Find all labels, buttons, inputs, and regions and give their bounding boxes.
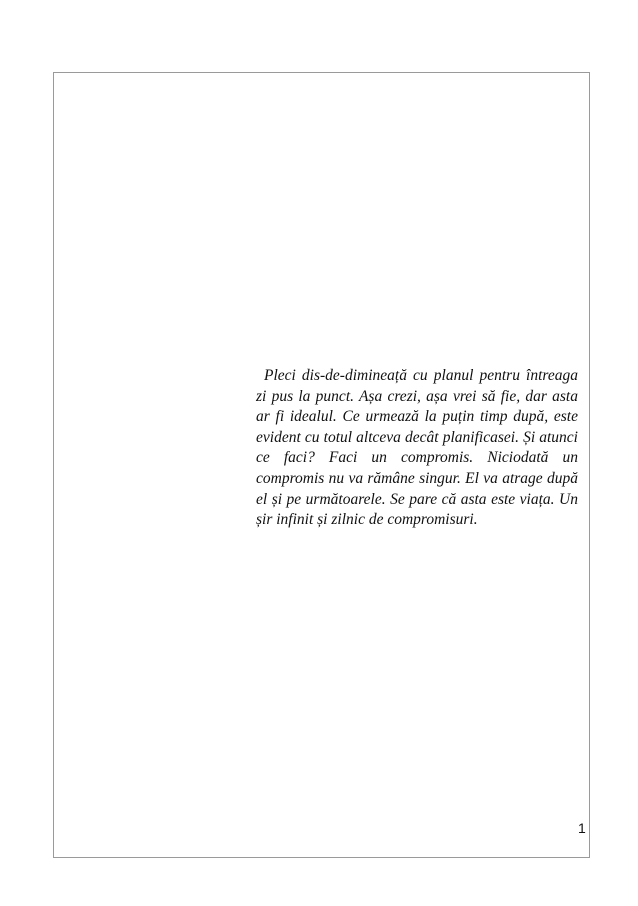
body-paragraph: Pleci dis-de-dimineață cu planul pentru întreaga zi pus la punct. Așa crezi, așa vrei să fie, dar asta ar fi idealul. Ce urmează la puțin timp după, este evident cu totul altceva decât planificasei. Și atunci ce faci? Faci un compromis. Niciodată un compromis nu va rămâne singur. El va atrage după el și pe următoarele. Se pare că asta este viața. Un șir infinit și zilnic de compromisuri. (256, 367, 578, 529)
page-number: 1 (578, 820, 586, 836)
